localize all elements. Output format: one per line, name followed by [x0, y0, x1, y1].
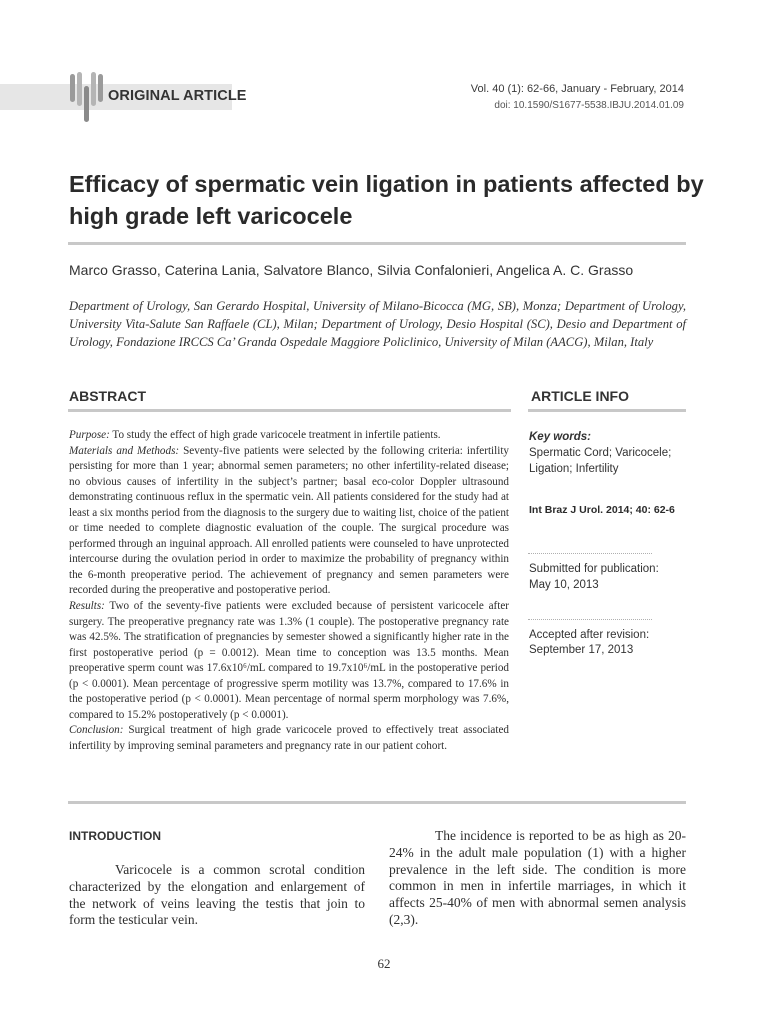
introduction-right-paragraph: The incidence is reported to be as high as 20-24% in the adult male population (1) with a higher prevalence in the left side. The condition is more common in men in infertile marriages, in which it affects 25-40% of men with abnormal semen analysis (2,3). [389, 828, 686, 927]
keywords-text: Spermatic Cord; Varicocele; Ligation; Infertility [529, 447, 672, 475]
abstract-purpose [69, 428, 509, 444]
article-type-label: ORIGINAL ARTICLE [108, 88, 247, 104]
author-list: Marco Grasso, Caterina Lania, Salvatore Blanco, Silvia Confalonieri, Angelica A. C. Grasso [69, 262, 634, 278]
submitted-label: Submitted for publication: [529, 563, 659, 575]
purpose-text: To study the effect of high grade varicocele treatment in infertile patients. [109, 429, 441, 441]
abstract-heading: ABSTRACT [69, 388, 146, 404]
abstract-divider [68, 409, 511, 412]
introduction-heading: INTRODUCTION [69, 829, 161, 843]
introduction-left-paragraph: Varicocele is a common scrotal condition characterized by the elongation and enlargement of the network of veins leaving the testis that join to form the testicular vein. [69, 862, 365, 928]
abstract-body [69, 428, 509, 754]
info-separator [528, 553, 652, 554]
journal-logo-icon [66, 72, 106, 122]
accepted-label: Accepted after revision: [529, 629, 650, 641]
abstract-results [69, 599, 509, 723]
doi-line: doi: 10.1590/S1677-5538.IBJU.2014.01.09 [494, 100, 684, 111]
results-text: Two of the seventy-five patients were excluded because of persistent varicocele after surgery. The preoperative pregnancy rate was 1.3% (1 couple). The postoperative pregnancy rate was 42.5%. The stratification of pregnancies by semester showed a significantly higher rate in the first postoperative period (p = 0.0012). Mean time to conception was 13.5 months. Mean preoperative sperm count was 17.6x10⁶/mL compared to 19.7x10⁶/mL in the postoperative period (p < 0.0001). Mean percentage of progressive sperm motility was 13.7%, compared to 17.6% in the postoperative period (p < 0.0001). Mean percentage of normal sperm morphology was 7.6%, compared to 15.2% postoperatively (p < 0.0001). [69, 600, 509, 721]
results-label: Results: [69, 600, 105, 613]
abstract-bottom-divider [68, 801, 686, 804]
accepted-date: September 17, 2013 [529, 644, 634, 656]
citation: Int Braz J Urol. 2014; 40: 62-6 [529, 504, 675, 516]
keywords-label: Key words: [529, 431, 591, 443]
article-title: Efficacy of spermatic vein ligation in patients affected by high grade left varicocele [69, 171, 704, 229]
conclusion-text: Surgical treatment of high grade varicocele proved to effectively treat associated infertility by improving seminal parameters and pregnancy rate in our patient cohort. [69, 724, 509, 752]
purpose-label: Purpose: [69, 429, 110, 441]
title-divider [68, 242, 686, 245]
info-separator [528, 619, 652, 620]
methods-text: Seventy-five patients were selected by the following criteria: infertility persisting for more than 1 year; abnormal semen parameters; no other infertility-related disease; no obvious causes of infertility in the subject’s partner; basal eco-color Doppler ultrasound demonstrating continuous reflux in the spermatic vein. All patients considered for the study had at least a six months period from the diagnosis to the surgery due to waiting list, choice of the patient or time needed to complete diagnostic evaluation of the couple. The surgical procedure was performed through an inguinal approach. All enrolled patients were counseled to have unprotected intercourse during the ovulation period in order to maximize the probability of pregnancy within the 6-month preoperative period. The achievement of pregnancy and semen parameters were recorded during the preoperative and postoperative period. [69, 444, 509, 597]
article-info-divider [528, 409, 686, 412]
volume-line: Vol. 40 (1): 62-66, January - February, 2014 [470, 83, 684, 95]
abstract-conclusion [69, 723, 509, 754]
methods-label: Materials and Methods: [69, 444, 180, 457]
affiliation: Department of Urology, San Gerardo Hospital, University of Milano-Bicocca (MG, SB), Monza; Department of Urology, University Vita-Salute San Raffaele (CL), Milan; Department of Urology, Desio Hospital (SC), Desio and Department of Urology, Fondazione IRCCS Ca’ Granda Ospedale Maggiore Policlinico, University of Milan (AACG), Milan, Italy [69, 299, 686, 349]
abstract-methods [69, 444, 509, 599]
submitted-date: May 10, 2013 [529, 579, 599, 591]
article-info-heading: ARTICLE INFO [531, 388, 629, 404]
page-number: 62 [377, 956, 391, 971]
conclusion-label: Conclusion: [69, 724, 124, 737]
